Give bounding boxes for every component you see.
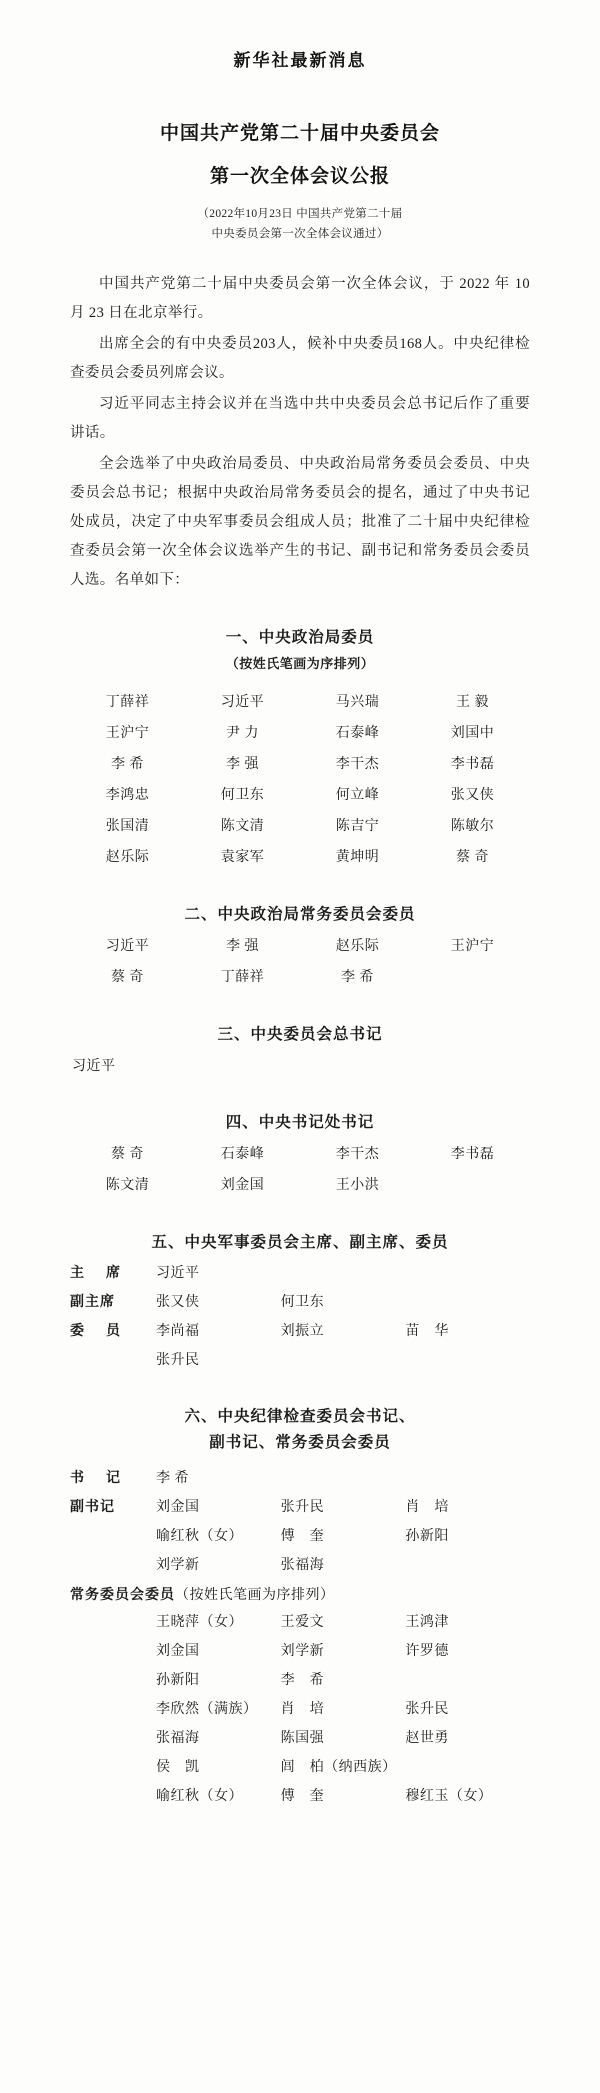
cmc-members-continuation-row <box>70 1345 530 1374</box>
ccdi-standing-note: （按姓氏笔画为序排列） <box>175 1588 335 1604</box>
list-item: 李干杰 <box>335 1147 380 1163</box>
list-item: 丁薛祥 <box>220 970 265 986</box>
list-item-empty <box>415 961 530 992</box>
paragraph-3: 习近平同志主持会议并在当选中共中央委员会总书记后作了重要讲话。 <box>70 395 530 441</box>
ccdi-standing-label: 常务委员会委员 <box>70 1588 175 1604</box>
list-item: 习近平 <box>220 695 265 711</box>
general-secretary-name: 习近平 <box>72 1058 116 1074</box>
list-item: 李 希 <box>156 1470 189 1486</box>
list-item: 尹 力 <box>226 726 259 742</box>
subtitle-line-2: 中央委员会第一次全体会议通过） <box>211 227 389 240</box>
list-item: 王沪宁 <box>105 726 150 742</box>
list-item: 张又侠 <box>450 788 495 804</box>
ccdi-deputy-continuation-row-1 <box>70 1520 530 1549</box>
section-heading-politburo: 一、中央政治局委员 <box>225 628 375 646</box>
list-item: 黄坤明 <box>335 850 380 866</box>
list-item: 刘金国 <box>156 1643 200 1659</box>
list-item-empty <box>405 1751 530 1780</box>
list-item: 傅 奎 <box>280 1528 325 1544</box>
list-item: 李 希 <box>280 1672 325 1688</box>
list-item: 喻红秋（女） <box>156 1788 243 1804</box>
list-item: 石泰峰 <box>335 726 380 742</box>
secretariat-name-grid <box>70 1138 530 1200</box>
list-item: 李 强 <box>226 757 259 773</box>
ccdi-standing-committee-grid <box>156 1606 530 1809</box>
section-heading-standing-committee: 二、中央政治局常务委员会委员 <box>184 905 416 923</box>
document-title-line1: 中国共产党第二十届中央委员会 <box>159 123 440 144</box>
section-heading-general-secretary: 三、中央委员会总书记 <box>217 1025 383 1043</box>
list-item: 蔡 奇 <box>456 850 489 866</box>
list-item: 李 希 <box>341 970 374 986</box>
list-item: 张升民 <box>405 1701 449 1717</box>
ccdi-deputy-secretary-label: 副书记 <box>70 1499 115 1515</box>
cmc-vice-chairman-names <box>156 1291 530 1311</box>
list-item: 习近平 <box>156 1266 200 1282</box>
list-item: 刘金国 <box>220 1178 265 1194</box>
list-item: 王小洪 <box>335 1178 380 1194</box>
masthead: 新华社最新消息 <box>233 51 367 70</box>
list-item: 陈文清 <box>105 1178 150 1194</box>
ccdi-secretary-names <box>156 1467 530 1487</box>
list-item: 李 希 <box>111 757 144 773</box>
list-item: 张福海 <box>156 1730 200 1746</box>
list-item: 李 强 <box>226 939 259 955</box>
ccdi-secretary-row <box>70 1462 530 1491</box>
list-item: 张升民 <box>156 1353 200 1369</box>
list-item: 赵世勇 <box>405 1730 449 1746</box>
paragraph-1: 中国共产党第二十届中央委员会第一次全体会议，于 2022 年 10 月 23 日在北京举行。 <box>70 275 530 321</box>
ccdi-secretary-label: 书 记 <box>70 1470 124 1486</box>
politburo-name-grid <box>70 686 530 872</box>
section-note-politburo: （按姓氏笔画为序排列） <box>225 655 375 671</box>
ccdi-deputy-secretary-row <box>70 1491 530 1520</box>
cmc-members-continuation-names <box>156 1349 530 1369</box>
cmc-chairman-names <box>156 1262 530 1282</box>
list-item: 刘金国 <box>156 1499 200 1515</box>
list-item: 刘振立 <box>280 1324 325 1340</box>
cmc-members-row <box>70 1316 530 1345</box>
list-item: 孙新阳 <box>405 1528 449 1544</box>
list-item: 何立峰 <box>335 788 380 804</box>
section-heading-secretariat: 四、中央书记处书记 <box>225 1113 375 1131</box>
document-subtitle <box>70 204 530 244</box>
list-item: 苗 华 <box>405 1324 449 1340</box>
list-item: 傅 奎 <box>280 1788 325 1804</box>
ccdi-deputy-continuation-names-2 <box>156 1554 530 1574</box>
list-item: 李欣然（满族） <box>156 1701 258 1717</box>
ccdi-deputy-continuation-names-1 <box>156 1525 530 1545</box>
list-item: 石泰峰 <box>220 1147 265 1163</box>
cmc-chairman-label: 主 席 <box>70 1266 124 1282</box>
list-item: 闾 柏（纳西族） <box>280 1759 397 1775</box>
list-item: 李书磊 <box>450 757 495 773</box>
list-item: 刘学新 <box>280 1643 325 1659</box>
list-item-empty <box>415 1169 530 1200</box>
list-item: 刘国中 <box>450 726 495 742</box>
list-item: 喻红秋（女） <box>156 1528 243 1544</box>
row-spacer <box>70 1525 156 1545</box>
list-item: 王晓萍（女） <box>156 1614 243 1630</box>
cmc-vice-chairman-label: 副主席 <box>70 1295 115 1311</box>
list-item: 刘学新 <box>156 1557 200 1573</box>
list-item: 王爱文 <box>280 1614 325 1630</box>
subtitle-line-1: （2022年10月23日 中国共产党第二十届 <box>197 207 403 220</box>
list-item: 陈国强 <box>280 1730 325 1746</box>
list-item: 李干杰 <box>335 757 380 773</box>
list-item: 何卫东 <box>220 788 265 804</box>
section-heading-ccdi <box>70 1404 530 1457</box>
list-item: 丁薛祥 <box>105 695 150 711</box>
list-item: 马兴瑞 <box>335 695 380 711</box>
list-item: 陈文清 <box>220 819 265 835</box>
list-item: 张国清 <box>105 819 150 835</box>
list-item: 何卫东 <box>280 1295 325 1311</box>
paragraph-2: 出席全会的有中央委员203人，候补中央委员168人。中央纪律检查委员会委员列席会议。 <box>70 335 530 381</box>
cmc-vice-chairman-row <box>70 1287 530 1316</box>
list-item: 张又侠 <box>156 1295 200 1311</box>
list-item: 蔡 奇 <box>111 970 144 986</box>
list-item: 王鸿津 <box>405 1614 449 1630</box>
list-item: 赵乐际 <box>335 939 380 955</box>
list-item: 袁家军 <box>220 850 265 866</box>
cmc-members-names <box>156 1320 530 1340</box>
list-item: 陈吉宁 <box>335 819 380 835</box>
list-item: 陈敏尔 <box>450 819 495 835</box>
list-item: 李鸿忠 <box>105 788 150 804</box>
list-item: 王沪宁 <box>450 939 495 955</box>
list-item: 李尚福 <box>156 1324 200 1340</box>
ccdi-deputy-secretary-names <box>156 1496 530 1516</box>
list-item: 肖 培 <box>405 1499 449 1515</box>
cmc-members-label: 委 员 <box>70 1324 124 1340</box>
paragraph-4: 全会选举了中央政治局委员、中央政治局常务委员会委员、中央委员会总书记；根据中央政治局常务委员会的提名，通过了中央书记处成员，决定了中央军事委员会组成人员；批准了二十届中央纪律检查委员会第一次全体会议选举产生的书记、副书记和常务委员会委员人选。名单如下： <box>70 455 530 588</box>
document-title-line2: 第一次全体会议公报 <box>209 166 390 188</box>
list-item: 张升民 <box>280 1499 325 1515</box>
list-item-empty <box>405 1664 530 1693</box>
list-item: 王 毅 <box>456 695 489 711</box>
row-spacer <box>70 1554 156 1574</box>
list-item: 孙新阳 <box>156 1672 200 1688</box>
list-item: 李书磊 <box>450 1147 495 1163</box>
list-item: 张福海 <box>280 1557 325 1573</box>
list-item: 赵乐际 <box>105 850 150 866</box>
standing-committee-name-grid <box>70 930 530 992</box>
list-item: 蔡 奇 <box>111 1147 144 1163</box>
section-heading-cmc: 五、中央军事委员会主席、副主席、委员 <box>151 1233 449 1251</box>
list-item: 穆红玉（女） <box>405 1788 493 1804</box>
list-item: 许罗德 <box>405 1643 449 1659</box>
ccdi-heading-line-1: 六、中央纪律检查委员会书记、 <box>184 1407 416 1425</box>
ccdi-standing-committee-subhead <box>70 1578 530 1606</box>
ccdi-heading-line-2: 副书记、常务委员会委员 <box>209 1434 391 1452</box>
cmc-chairman-row <box>70 1258 530 1287</box>
row-spacer <box>70 1349 156 1369</box>
list-item: 侯 凯 <box>156 1759 200 1775</box>
list-item: 习近平 <box>105 939 150 955</box>
ccdi-deputy-continuation-row-2 <box>70 1549 530 1578</box>
list-item: 肖 培 <box>280 1701 325 1717</box>
